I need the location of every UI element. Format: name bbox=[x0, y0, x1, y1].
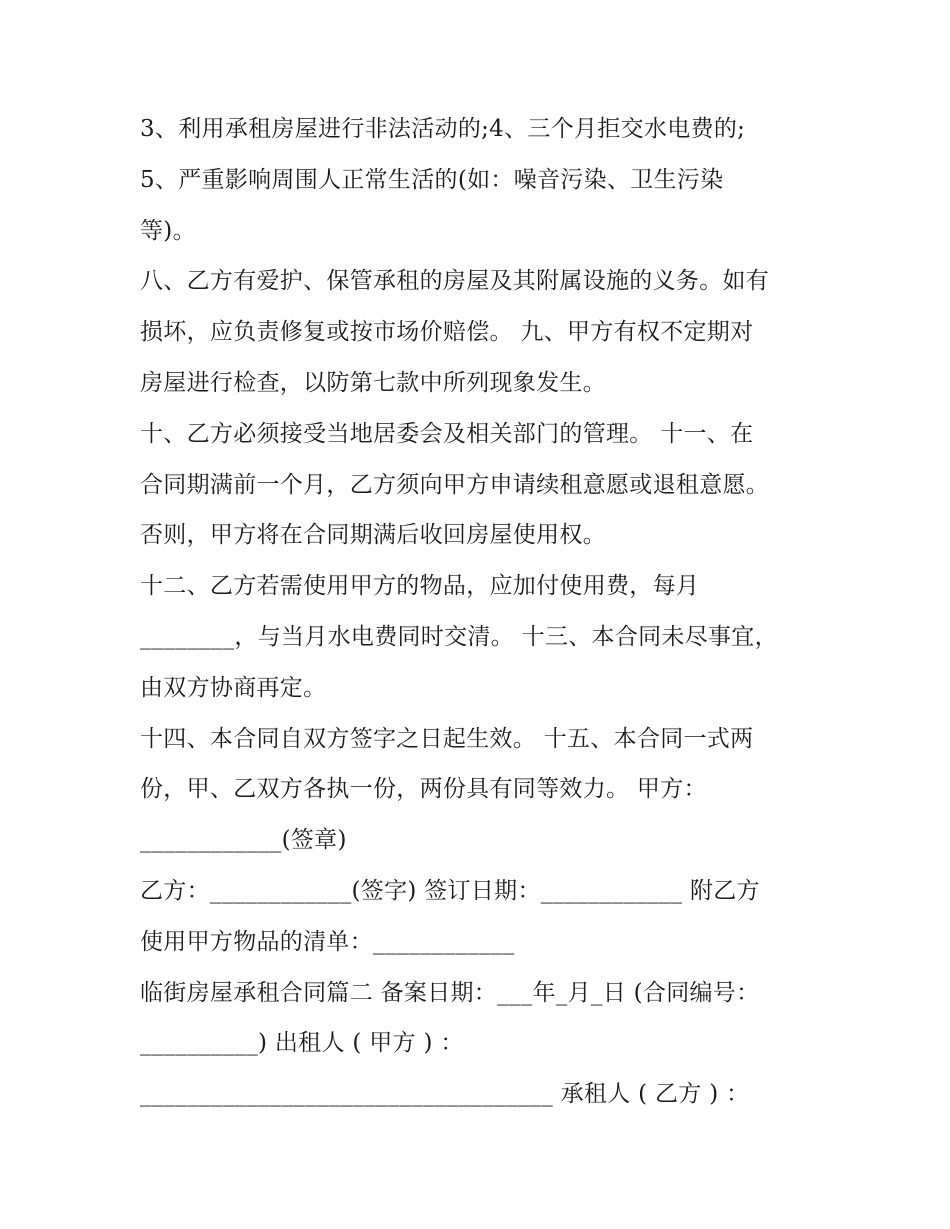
text-line: 否则，甲方将在合同期满后收回房屋使用权。 bbox=[140, 522, 606, 549]
text-line: 等)。 bbox=[140, 217, 196, 244]
text-line: 5、严重影响周围人正常生活的(如：噪音污染、卫生污染 bbox=[140, 166, 724, 193]
signature-line-party-a: ____________(签章) bbox=[140, 827, 347, 854]
document-page bbox=[140, 104, 840, 1120]
text-line: 3、利用承租房屋进行非法活动的;4、三个月拒交水电费的; bbox=[140, 116, 746, 142]
text-line: 由双方协商再定。 bbox=[140, 674, 327, 701]
text-line: ________，与当月水电费同时交清。 十三、本合同未尽事宜， bbox=[140, 623, 778, 650]
text-line: ___________________________________ 承租人 ( 乙方 ) ： bbox=[140, 1081, 750, 1108]
text-line: 合同期满前一个月，乙方须向甲方申请续租意愿或退租意愿。 bbox=[140, 471, 770, 498]
signature-line-party-b: 乙方：____________(签字) 签订日期：____________ 附乙方 bbox=[140, 877, 760, 904]
text-line: 使用甲方物品的清单：____________ bbox=[140, 928, 515, 955]
text-line: 房屋进行检查，以防第七款中所列现象发生。 bbox=[140, 369, 606, 396]
text-line: 损坏，应负责修复或按市场价赔偿。 九、甲方有权不定期对 bbox=[140, 319, 754, 346]
text-line: 临街房屋承租合同篇二 备案日期：___年_月_日 (合同编号： bbox=[140, 979, 760, 1006]
text-line: 十、乙方必须接受当地居委会及相关部门的管理。 十一、在 bbox=[140, 420, 754, 447]
text-line: __________) 出租人 ( 甲方 ) ： bbox=[140, 1030, 464, 1057]
text-line: 十四、本合同自双方签字之日起生效。 十五、本合同一式两 bbox=[140, 725, 754, 752]
text-line: 十二、乙方若需使用甲方的物品，应加付使用费，每月 bbox=[140, 573, 700, 600]
text-line: 份，甲、乙双方各执一份，两份具有同等效力。 甲方： bbox=[140, 776, 707, 803]
text-line: 八、乙方有爱护、保管承租的房屋及其附属设施的义务。如有 bbox=[140, 268, 770, 295]
